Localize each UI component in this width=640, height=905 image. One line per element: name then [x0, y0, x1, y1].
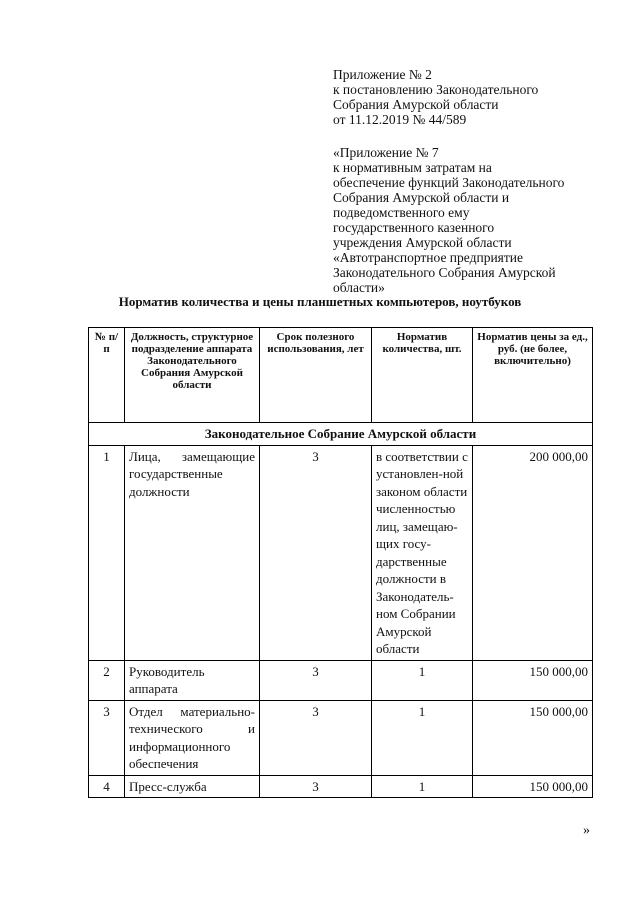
quote-line: «Автотранспортное предприятие — [333, 250, 523, 265]
quote-line: обеспечение функций Законодательного — [333, 175, 565, 190]
section-row — [89, 423, 593, 446]
appendix-line: от 11.12.2019 № 44/589 — [333, 112, 467, 127]
header-price: Норматив цены за ед., руб. (не более, включительно) — [473, 328, 593, 423]
quote-line: «Приложение № 7 — [333, 145, 439, 160]
document-title: Норматив количества и цены планшетных компьютеров, ноутбуков — [118, 294, 522, 309]
cell-num: 2 — [89, 660, 125, 700]
quote-line: Собрания Амурской области и — [333, 190, 510, 205]
quote-line: учреждения Амурской области — [333, 235, 512, 250]
header-num: № п/п — [89, 328, 125, 423]
appendix-line: к постановлению Законодательного — [333, 82, 539, 97]
cell-num: 4 — [89, 775, 125, 798]
cell-position: Отдел материально-технического и информационного обеспечения — [125, 700, 260, 775]
quote-line: к нормативным затратам на — [333, 160, 492, 175]
cell-term: 3 — [260, 700, 372, 775]
cell-position: Лица, замещающие государственные должности — [125, 445, 260, 660]
cell-position: Руководитель аппарата — [125, 660, 260, 700]
cell-price: 150 000,00 — [473, 700, 593, 775]
closing-quote: » — [583, 823, 590, 838]
table-row — [89, 445, 593, 660]
section-title: Законодательное Собрание Амурской области — [89, 423, 593, 446]
appendix-block — [333, 67, 633, 295]
cell-term: 3 — [260, 445, 372, 660]
cell-quantity: в соответствии с установлен-ной законом области численностью лиц, замещаю-щих госу-дарственные должности в Законодатель-ном Собрании Амурской области — [372, 445, 473, 660]
cell-price: 150 000,00 — [473, 775, 593, 798]
cell-quantity: 1 — [372, 775, 473, 798]
cell-term: 3 — [260, 660, 372, 700]
cell-quantity: 1 — [372, 700, 473, 775]
norms-table — [88, 327, 593, 798]
cell-num: 1 — [89, 445, 125, 660]
cell-term: 3 — [260, 775, 372, 798]
table-row — [89, 775, 593, 798]
appendix-gap — [333, 127, 633, 145]
cell-position: Пресс-служба — [125, 775, 260, 798]
quote-line: области» — [333, 280, 385, 295]
table-row — [89, 700, 593, 775]
appendix-line: Собрания Амурской области — [333, 97, 499, 112]
quote-line: подведомственного ему — [333, 205, 470, 220]
quote-line: государственного казенного — [333, 220, 495, 235]
header-term: Срок полезного использования, лет — [260, 328, 372, 423]
header-position: Должность, структурное подразделение аппарата Законодательного Собрания Амурской области — [125, 328, 260, 423]
header-quantity: Норматив количества, шт. — [372, 328, 473, 423]
cell-price: 150 000,00 — [473, 660, 593, 700]
appendix-line: Приложение № 2 — [333, 67, 432, 82]
cell-price: 200 000,00 — [473, 445, 593, 660]
quote-line: Законодательного Собрания Амурской — [333, 265, 556, 280]
cell-num: 3 — [89, 700, 125, 775]
table-row — [89, 660, 593, 700]
table-header-row — [89, 328, 593, 423]
cell-quantity: 1 — [372, 660, 473, 700]
